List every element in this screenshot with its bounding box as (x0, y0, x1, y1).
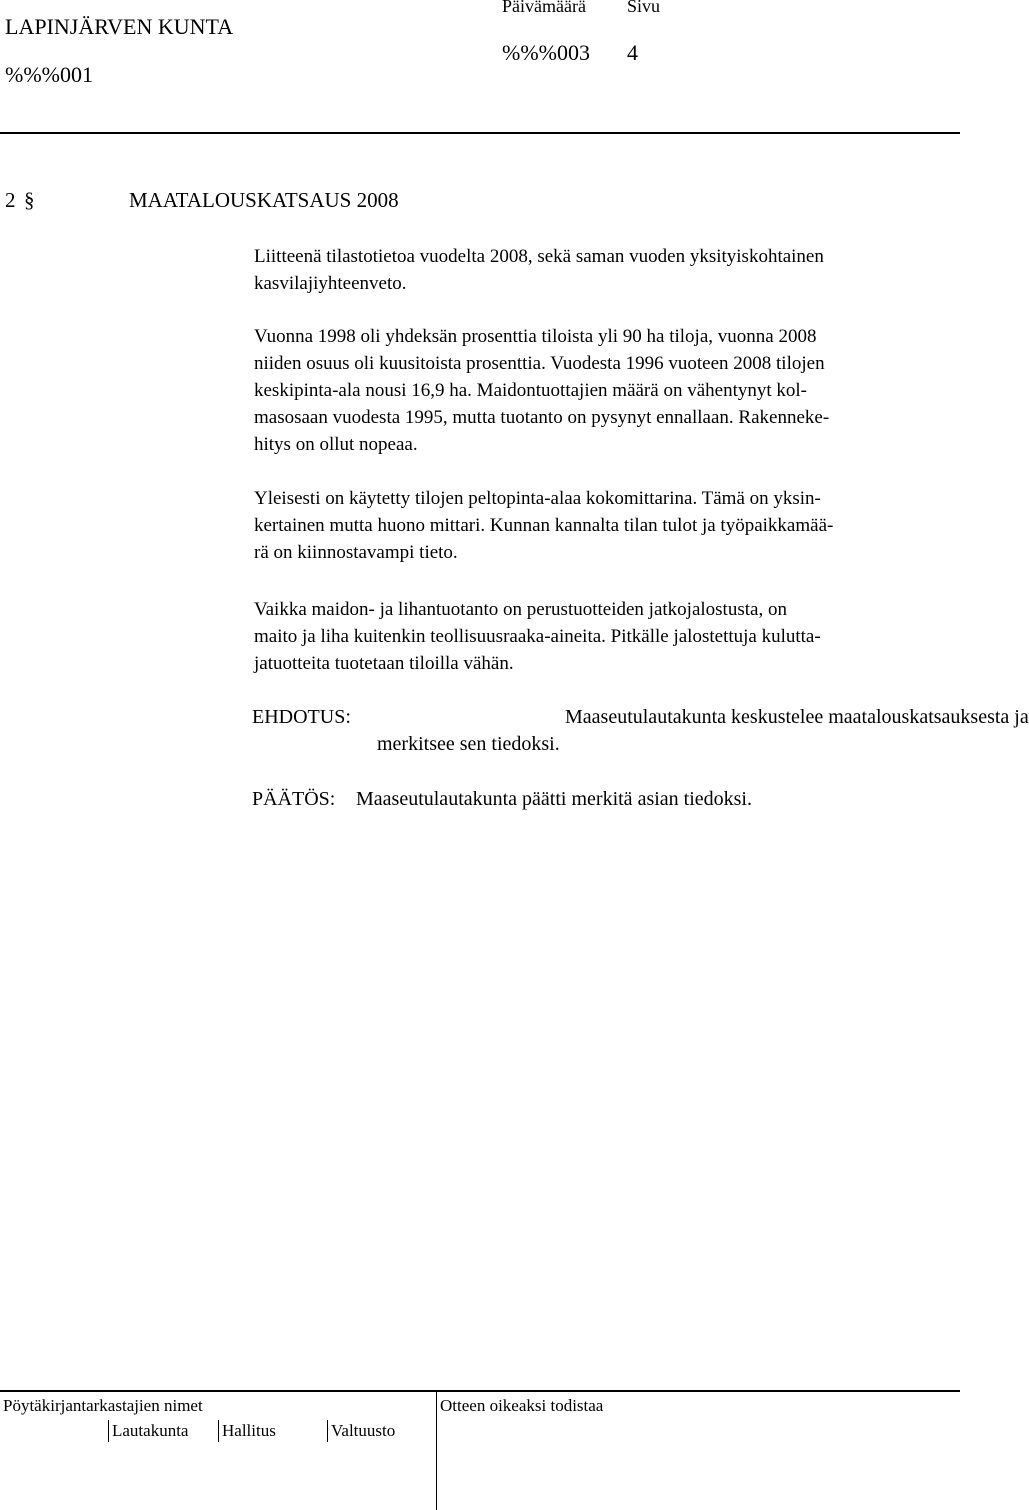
paragraph-attachment (254, 243, 954, 297)
footer-board: Lautakunta (112, 1421, 189, 1440)
footer-tick (327, 1420, 328, 1442)
text-line: Liitteenä tilastotietoa vuodelta 2008, sekä saman vuoden yksityiskohtainen (254, 246, 824, 267)
footer-government: Hallitus (222, 1421, 276, 1440)
paragraph-farm-statistics (254, 323, 954, 458)
section-title: MAATALOUSKATSAUS 2008 (129, 188, 399, 212)
text-line: niiden osuus oli kuusitoista prosenttia. Vuodesta 1996 vuoteen 2008 tilojen (254, 353, 825, 374)
date-value: %%%003 (502, 40, 590, 65)
header-divider (0, 132, 960, 134)
text-line: rä on kiinnostavampi tieto. (254, 542, 458, 563)
proposal-text-continued: merkitsee sen tiedoksi. (377, 733, 560, 755)
decision-label: PÄÄTÖS: (252, 788, 336, 810)
footer-tick (218, 1420, 219, 1442)
footer-certification-title: Otteen oikeaksi todistaa (440, 1396, 604, 1415)
text-line: masosaan vuodesta 1995, mutta tuotanto on pysynyt ennallaan. Rakenneke- (254, 407, 830, 428)
proposal-label: EHDOTUS: (252, 706, 351, 728)
section-sign: § (24, 188, 35, 212)
page-label: Sivu (627, 0, 661, 16)
text-line: maito ja liha kuitenkin teollisuusraaka-aineita. Pitkälle jalostettuja kulutta- (254, 626, 821, 647)
text-line: keskipinta-ala nousi 16,9 ha. Maidontuottajien määrä on vähentynyt kol- (254, 380, 807, 401)
proposal-text: Maaseutulautakunta keskustelee maatalouskatsauksesta ja (565, 706, 1029, 728)
text-line: Vaikka maidon- ja lihantuotanto on perustuotteiden jatkojalostusta, on (254, 599, 787, 620)
decision-text: Maaseutulautakunta päätti merkitä asian tiedoksi. (356, 788, 752, 810)
footer-tick (108, 1420, 109, 1442)
text-line: kertainen mutta huono mittari. Kunnan kannalta tilan tulot ja työpaikkamää- (254, 515, 834, 536)
footer-reviewers-title: Pöytäkirjantarkastajien nimet (3, 1396, 203, 1415)
date-label: Päivämäärä (502, 0, 586, 16)
footer-divider (0, 1390, 960, 1392)
text-line: kasvilajiyhteenveto. (254, 273, 407, 294)
text-line: Vuonna 1998 oli yhdeksän prosenttia tiloista yli 90 ha tiloja, vuonna 2008 (254, 326, 817, 347)
footer-council: Valtuusto (331, 1421, 396, 1440)
text-line: jatuotteita tuotetaan tiloilla vähän. (254, 653, 514, 674)
paragraph-processing (254, 596, 954, 677)
paragraph-size-measure (254, 485, 954, 566)
page-number: 4 (627, 40, 638, 65)
footer-column-divider (436, 1390, 437, 1510)
text-line: hitys on ollut nopeaa. (254, 434, 418, 455)
text-line: Yleisesti on käytetty tilojen peltopinta-alaa kokomittarina. Tämä on yksin- (254, 488, 821, 509)
section-number: 2 (5, 188, 16, 212)
document-code: %%%001 (5, 62, 93, 87)
organization-name: LAPINJÄRVEN KUNTA (5, 14, 234, 39)
